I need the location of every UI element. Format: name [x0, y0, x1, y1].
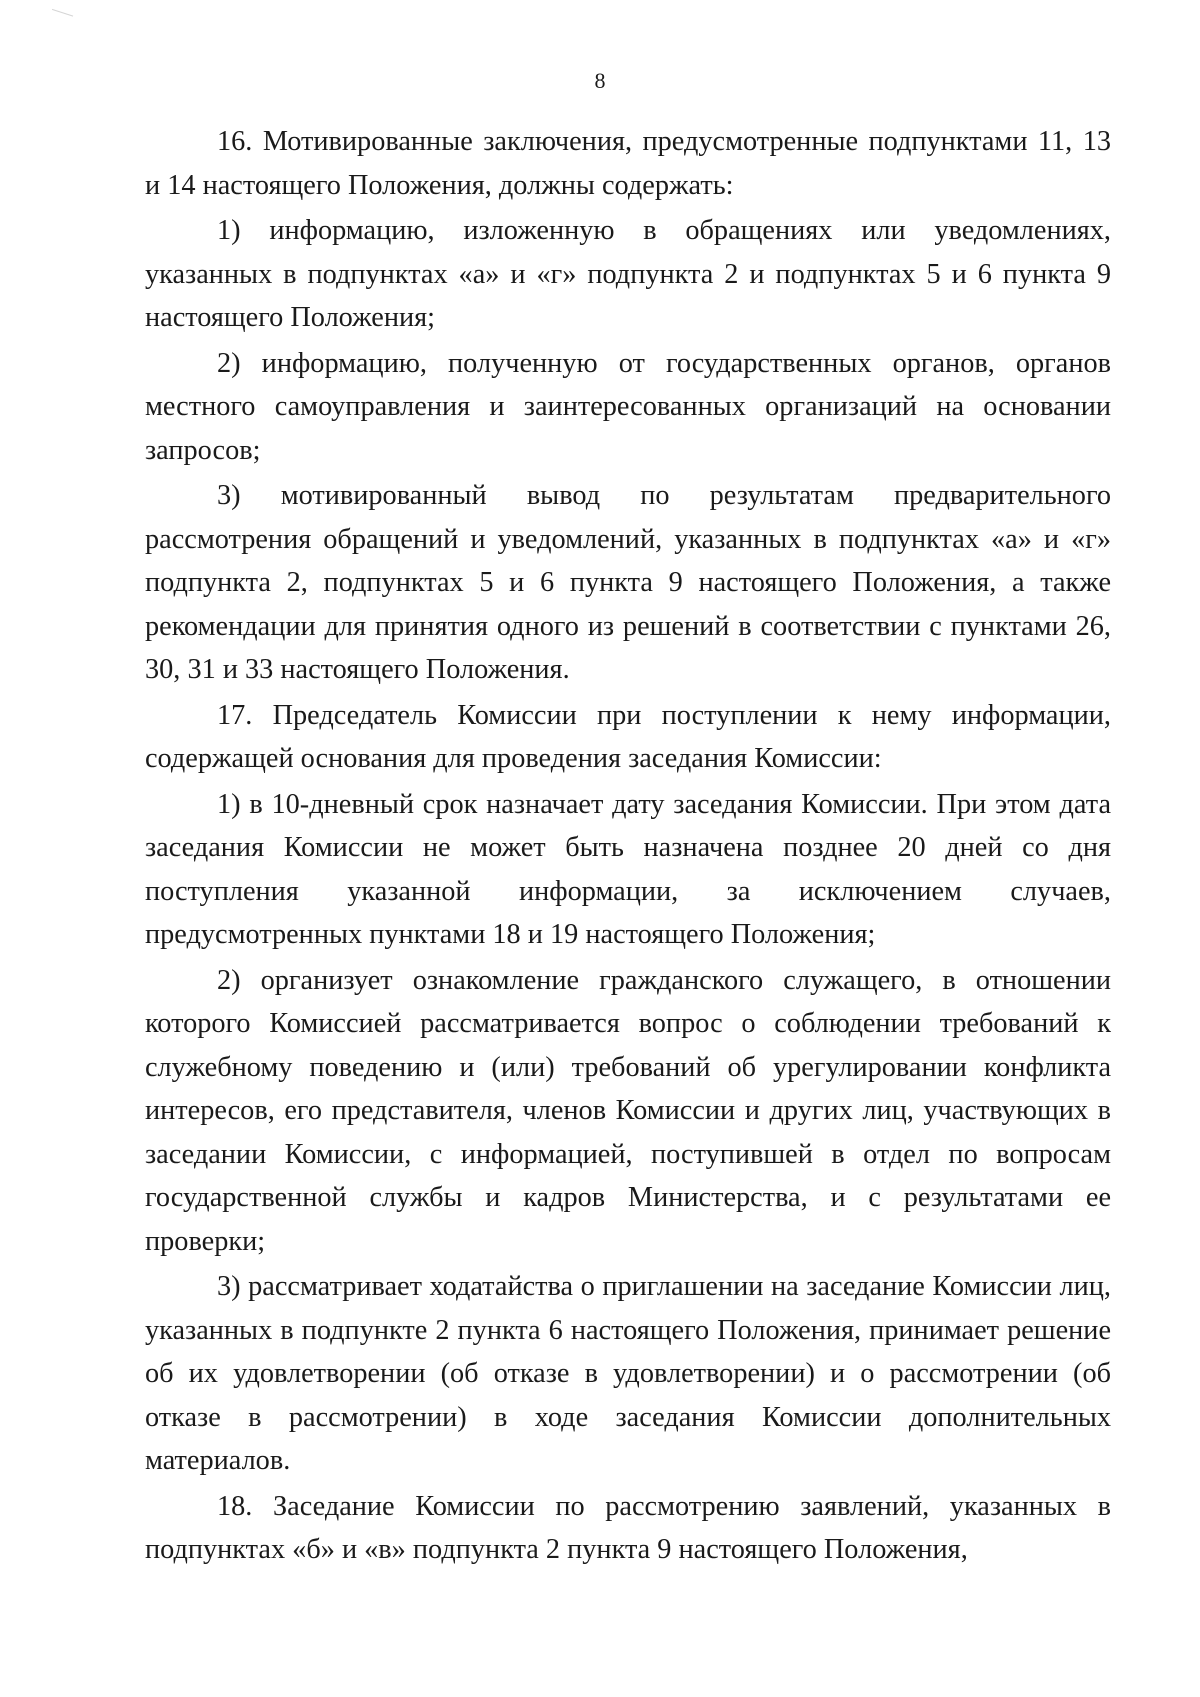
paragraph-18: 18. Заседание Комиссии по рассмотрению заявлений, указанных в подпунктах «б» и «в» подпункта 2 пункта 9 настоящего Положения,	[145, 1490, 1111, 1565]
paragraph-17-item-1: 1) в 10-дневный срок назначает дату заседания Комиссии. При этом дата заседания Комиссии не может быть назначена позднее 20 дней со дня поступления указанной информации, за исключением случаев, предусмотренных пунктами 18 и 19 настоящего Положения;	[145, 788, 1111, 950]
page-number: 8	[594, 68, 606, 93]
paragraph-16: 16. Мотивированные заключения, предусмотренные подпунктами 11, 13 и 14 настоящего Положения, должны содержать:	[145, 126, 1111, 201]
paragraph-17: 17. Председатель Комиссии при поступлении к нему информации, содержащей основания для проведения заседания Комиссии:	[145, 699, 1111, 774]
scan-artifact	[49, 9, 73, 26]
document-body	[145, 120, 1111, 1574]
paragraph-16-item-2: 2) информацию, полученную от государственных органов, органов местного самоуправления и заинтересованных организаций на основании запросов;	[145, 347, 1111, 466]
paragraph-17-item-3: 3) рассматривает ходатайства о приглашении на заседание Комиссии лиц, указанных в подпункте 2 пункта 6 настоящего Положения, принимает решение об их удовлетворении (об отказе в удовлетворении) и о рассмотрении (об отказе в рассмотрении) в ходе заседания Комиссии дополнительных материалов.	[145, 1271, 1111, 1476]
paragraph-17-item-2: 2) организует ознакомление гражданского служащего, в отношении которого Комиссией рассматривается вопрос о соблюдении требований к служебному поведению и (или) требований об урегулировании конфликта интересов, его представителя, членов Комиссии и других лиц, участвующих в заседании Комиссии, с информацией, поступившей в отдел по вопросам государственной службы и кадров Министерства, и с результатами ее проверки;	[145, 964, 1111, 1257]
paragraph-16-item-3: 3) мотивированный вывод по результатам предварительного рассмотрения обращений и уведомлений, указанных в подпунктах «а» и «г» подпункта 2, подпунктах 5 и 6 пункта 9 настоящего Положения, а также рекомендации для принятия одного из решений в соответствии с пунктами 26, 30, 31 и 33 настоящего Положения.	[145, 480, 1111, 685]
paragraph-16-item-1: 1) информацию, изложенную в обращениях или уведомлениях, указанных в подпунктах «а» и «г» подпункта 2 и подпунктах 5 и 6 пункта 9 настоящего Положения;	[145, 215, 1111, 333]
